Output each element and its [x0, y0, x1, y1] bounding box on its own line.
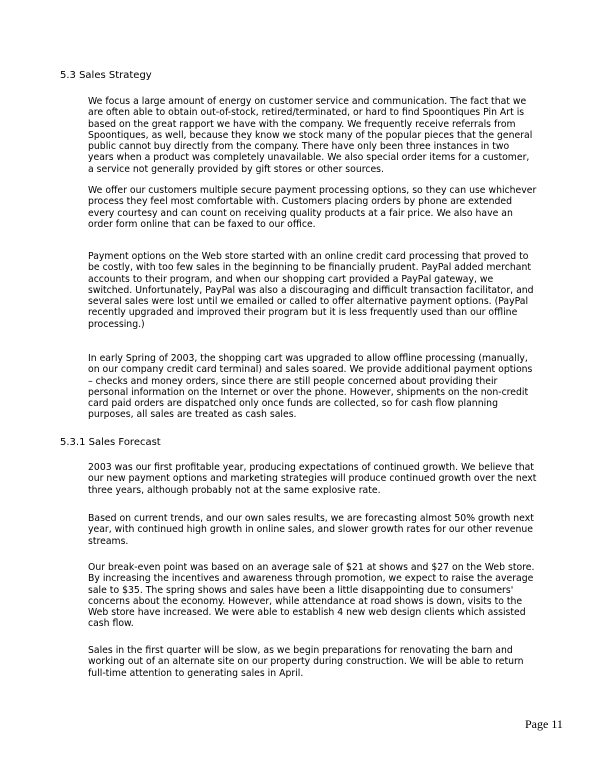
paragraph-growth-forecast [88, 513, 570, 547]
text-line: Payment options on the Web store started with an online credit card processing that proved to [88, 251, 529, 262]
paragraph-break-even [88, 562, 570, 630]
section-heading: 5.3 Sales Strategy [60, 70, 152, 81]
paragraph-web-store-payment [88, 251, 570, 330]
text-line: year, with continued high growth in online sales, and slower growth rates for our other revenue [88, 524, 534, 536]
text-line: recently upgraded and improved their program but it is less frequently used than our offline [88, 307, 518, 319]
paragraph-first-quarter [88, 645, 570, 679]
text-line: In early Spring of 2003, the shopping cart was upgraded to allow offline processing (manually, [88, 353, 528, 364]
text-line: years when a product was completely unavailable. We also special order items for a customer, [88, 152, 530, 164]
text-line: are often able to obtain out-of-stock, retired/terminated, or hard to find Spoontiques Pin Art is [88, 107, 525, 119]
text-line: Web store have increased. We were able to establish 4 new web design clients which assisted [88, 607, 526, 619]
text-line: Sales in the first quarter will be slow, as we begin preparations for renovating the barn and [88, 645, 513, 656]
paragraph-payment-options [88, 185, 570, 230]
text-line: our new payment options and marketing strategies will produce continued growth over the next [88, 473, 537, 485]
text-line: on our company credit card terminal) and sales soared. We provide additional payment options [88, 364, 533, 376]
text-line: full-time attention to generating sales in April. [88, 667, 304, 679]
text-line: working out of an alternate site on our property during construction. We will be able to return [88, 656, 524, 668]
text-line: Our break-even point was based on an average sale of $21 at shows and $27 on the Web store. [88, 562, 535, 573]
text-line: switched. Unfortunately, PayPal was also a discouraging and difficult transaction facilitator, and [88, 284, 534, 296]
text-line: cash flow. [88, 618, 134, 630]
text-line: accounts to their program, and when our shopping cart provided a PayPal gateway, we [88, 273, 494, 285]
subsection-heading: 5.3.1 Sales Forecast [60, 437, 161, 448]
paragraph-offline-processing [88, 353, 570, 421]
text-line: Spoontiques, as well, because they know we stock many of the popular pieces that the general [88, 129, 533, 141]
text-line: process they feel most comfortable with. Customers placing orders by phone are extended [88, 196, 513, 208]
page-number: Page 11 [525, 717, 563, 731]
paragraph-customer-service [88, 96, 570, 175]
text-line: several sales were lost until we emailed or called to offer alternative payment options. (PayPal [88, 296, 529, 308]
text-line: personal information on the Internet or over the phone. However, shipments on the non-credit [88, 386, 529, 398]
text-line: be costly, with too few sales in the beginning to be financially prudent. PayPal added merchant [88, 262, 531, 274]
text-line: purposes, all sales are treated as cash sales. [88, 409, 297, 421]
text-line: 2003 was our first profitable year, producing expectations of continued growth. We believe that [88, 462, 534, 473]
paragraph-profitable-year [88, 462, 570, 496]
text-line: processing.) [88, 318, 145, 330]
text-line: order form online that can be faxed to our office. [88, 218, 316, 230]
text-line: a service not generally provided by gift stores or other sources. [88, 163, 384, 175]
text-line: By increasing the incentives and awareness through promotion, we expect to raise the average [88, 573, 534, 585]
text-line: We focus a large amount of energy on customer service and communication. The fact that we [88, 96, 527, 107]
text-line: We offer our customers multiple secure payment processing options, so they can use whichever [88, 185, 537, 196]
text-line: Based on current trends, and our own sales results, we are forecasting almost 50% growth next [88, 513, 534, 524]
text-line: card paid orders are dispatched only once funds are collected, so for cash flow planning [88, 398, 498, 410]
text-line: sale to $35. The spring shows and sales have been a little disappointing due to consumers' [88, 584, 514, 596]
text-line: – checks and money orders, since there are still people concerned about providing their [88, 375, 498, 387]
text-line: public cannot buy directly from the company. There have only been three instances in two [88, 141, 510, 153]
text-line: three years, although probably not at the same explosive rate. [88, 484, 381, 496]
text-line: concerns about the economy. However, while attendance at road shows is down, visits to the [88, 595, 523, 607]
text-line: every courtesy and can count on receiving quality products at a fair price. We also have an [88, 207, 513, 219]
text-line: streams. [88, 535, 129, 547]
text-line: based on the great rapport we have with the company. We frequently receive referrals from [88, 118, 516, 130]
